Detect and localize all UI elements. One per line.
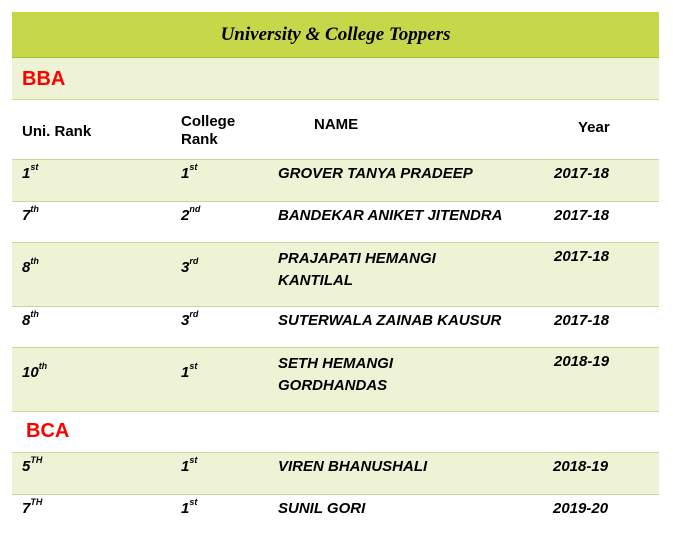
college-rank-number: 1 [181,458,190,475]
college-rank-number: 1 [181,165,190,182]
uni-rank-suffix: th [38,361,48,371]
uni-rank-cell [12,307,171,348]
uni-rank-suffix: th [30,204,39,214]
uni-rank-number: 10 [22,364,39,381]
year-cell: 2017-18 [540,243,659,307]
table-row [12,202,659,243]
uni-rank-number: 8 [22,312,31,329]
name-cell [268,348,540,412]
table-row [12,307,659,348]
uni-rank-suffix: st [30,162,39,172]
name-cell [268,243,540,307]
uni-rank-cell [12,495,171,540]
table-row [12,160,659,202]
table-row [12,243,659,307]
year-cell: 2017-18 [540,160,659,202]
name-cell: BANDEKAR ANIKET JITENDRA [268,202,540,243]
college-rank-suffix: rd [189,309,199,319]
uni-rank-suffix: th [30,256,39,266]
year-cell: 2018-19 [540,348,659,412]
section-row-bca [12,412,659,453]
year-cell: 2018-19 [540,453,659,495]
college-rank-suffix: st [189,361,198,371]
toppers-table [12,12,659,540]
header-college-rank-line1: College [181,113,236,130]
name-line2: GORDHANDAS [278,377,388,394]
year-cell: 2019-20 [540,495,659,540]
header-uni-rank: Uni. Rank [12,100,171,160]
header-name: NAME [268,100,540,160]
college-rank-number: 2 [181,207,190,224]
college-rank-number: 3 [181,312,190,329]
name-line2: KANTILAL [278,272,353,289]
college-rank-cell [171,307,268,348]
uni-rank-number: 7 [22,500,31,517]
college-rank-cell [171,348,268,412]
uni-rank-number: 7 [22,207,31,224]
page-title: University & College Toppers [12,12,659,58]
college-rank-number: 3 [181,259,190,276]
section-row-bba [12,58,659,100]
uni-rank-cell [12,202,171,243]
name-cell: SUTERWALA ZAINAB KAUSUR [268,307,540,348]
table-row [12,453,659,495]
name-line1: SETH HEMANGI [278,355,394,372]
name-cell: VIREN BHANUSHALI [268,453,540,495]
table-row [12,495,659,540]
college-rank-suffix: st [189,497,198,507]
uni-rank-suffix: th [30,309,39,319]
header-year: Year [540,100,659,160]
college-rank-cell [171,243,268,307]
uni-rank-number: 1 [22,165,31,182]
year-cell: 2017-18 [540,202,659,243]
college-rank-suffix: st [189,162,198,172]
header-college-rank-line2: Rank [181,131,218,148]
uni-rank-cell [12,243,171,307]
college-rank-suffix: rd [189,256,199,266]
section-title: BCA [12,412,659,453]
college-rank-cell [171,495,268,540]
table-row [12,348,659,412]
college-rank-cell [171,202,268,243]
year-cell: 2017-18 [540,307,659,348]
section-title: BBA [12,58,659,100]
uni-rank-suffix: TH [30,497,43,507]
uni-rank-number: 8 [22,259,31,276]
uni-rank-cell [12,348,171,412]
uni-rank-suffix: TH [30,455,43,465]
title-row [12,12,659,58]
name-cell: GROVER TANYA PRADEEP [268,160,540,202]
uni-rank-cell [12,453,171,495]
header-row [12,100,659,160]
college-rank-number: 1 [181,500,190,517]
college-rank-number: 1 [181,364,190,381]
college-rank-suffix: nd [189,204,201,214]
name-line1: PRAJAPATI HEMANGI [278,250,436,267]
name-cell: SUNIL GORI [268,495,540,540]
uni-rank-number: 5 [22,458,31,475]
college-rank-cell [171,453,268,495]
uni-rank-cell [12,160,171,202]
toppers-table-wrapper [12,12,659,540]
college-rank-suffix: st [189,455,198,465]
college-rank-cell [171,160,268,202]
header-college-rank [171,100,268,160]
